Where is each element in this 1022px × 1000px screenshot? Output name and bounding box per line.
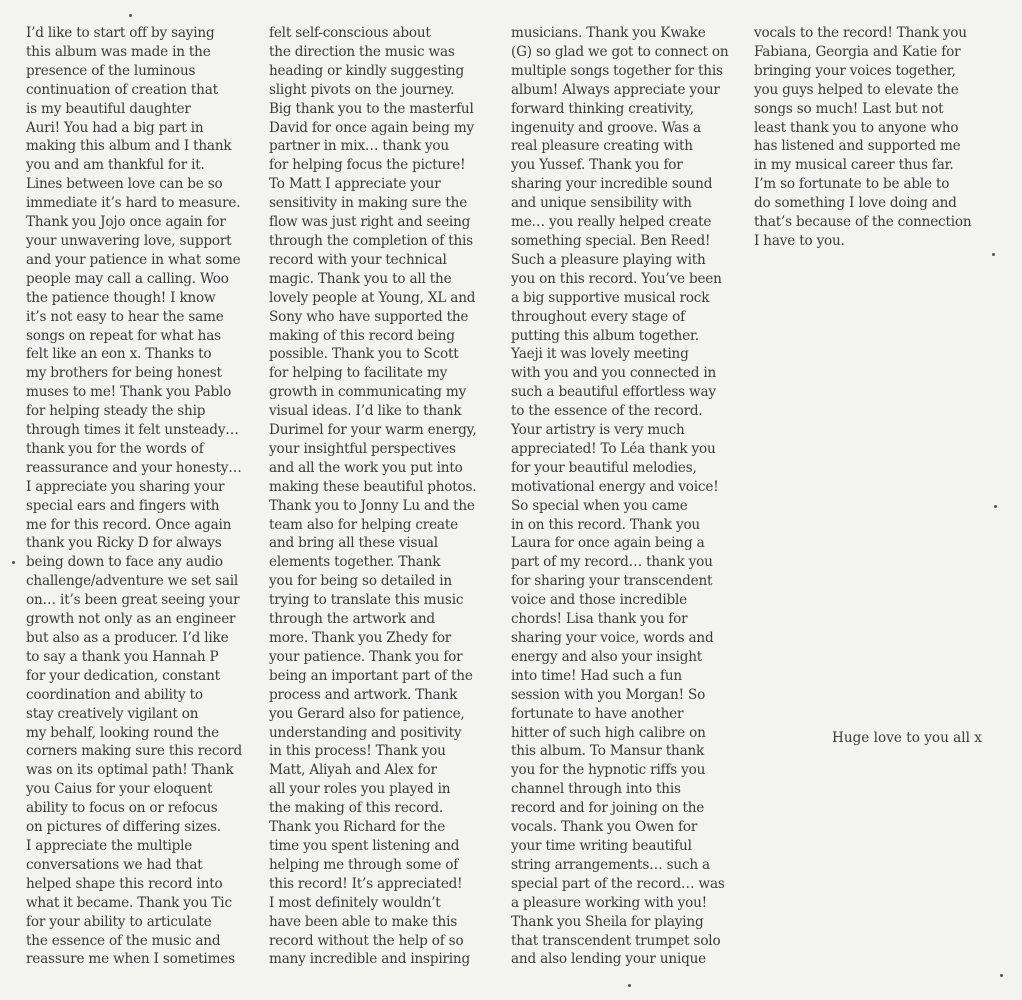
text-line: your unwavering love, support: [26, 232, 232, 249]
text-line: Thank you to Jonny Lu and the: [269, 497, 475, 514]
text-line: Lines between love can be so: [26, 176, 223, 193]
text-line: slight pivots on the journey.: [269, 81, 455, 98]
text-line: flow was just right and seeing: [269, 214, 471, 231]
text-column-4: [754, 24, 971, 251]
text-line: throughout every stage of: [511, 308, 685, 325]
text-line: felt self-conscious about: [269, 25, 431, 41]
text-line: fortunate to have another: [511, 705, 684, 722]
text-line: (G) so glad we got to connect on: [511, 43, 729, 60]
text-line: energy and also your insight: [511, 648, 703, 665]
print-speck: [992, 253, 995, 256]
text-line: making this album and I thank: [26, 138, 232, 155]
text-line: that transcendent trumpet solo: [511, 932, 721, 949]
text-line: songs on repeat for what has: [26, 327, 221, 344]
text-line: appreciated! To Léa thank you: [511, 440, 716, 457]
text-line: part of my record… thank you: [511, 554, 713, 571]
text-line: with you and you connected in: [511, 365, 717, 382]
text-line: what it became. Thank you Tic: [26, 894, 232, 911]
text-line: forward thinking creativity,: [511, 100, 694, 117]
text-line: in this process! Thank you: [269, 743, 446, 760]
text-line: sensitivity in making sure the: [269, 195, 468, 212]
text-line: muses to me! Thank you Pablo: [26, 384, 232, 401]
text-column-1: [26, 24, 242, 969]
text-line: sharing your incredible sound: [511, 176, 713, 193]
text-line: felt like an eon x. Thanks to: [26, 346, 212, 363]
text-line: heading or kindly suggesting: [269, 62, 464, 79]
text-line: do something I love doing and: [754, 195, 957, 212]
text-line: sharing your voice, words and: [511, 630, 714, 646]
text-line: possible. Thank you to Scott: [269, 346, 459, 363]
text-line: Durimel for your warm energy,: [269, 422, 477, 439]
text-line: through the completion of this: [269, 232, 473, 249]
text-line: your insightful perspectives: [269, 440, 456, 457]
text-line: I’m so fortunate to be able to: [754, 176, 950, 193]
text-line: bringing your voices together,: [754, 62, 956, 79]
text-line: more. Thank you Zhedy for: [269, 630, 452, 646]
text-line: for your ability to articulate: [26, 913, 212, 930]
text-line: I appreciate you sharing your: [26, 478, 225, 495]
text-line: in my musical career thus far.: [754, 157, 954, 174]
text-line: for helping focus the picture!: [269, 157, 466, 174]
text-line: has listened and supported me: [754, 138, 961, 155]
text-line: ingenuity and groove. Was a: [511, 119, 701, 136]
text-line: I’d like to start off by saying: [26, 25, 215, 41]
text-column-3: [511, 24, 728, 969]
text-line: string arrangements… such a: [511, 856, 710, 873]
text-line: you for the hypnotic riffs you: [511, 762, 706, 779]
text-line: record without the help of so: [269, 932, 464, 949]
text-line: this album was made in the: [26, 43, 211, 60]
text-line: growth not only as an engineer: [26, 611, 236, 628]
text-line: into time! Had such a fun: [511, 667, 682, 684]
text-line: challenge/adventure we set sail: [26, 573, 239, 590]
text-line: trying to translate this music: [269, 592, 464, 609]
text-line: this album. To Mansur thank: [511, 743, 705, 760]
text-line: reassure me when I sometimes: [26, 951, 235, 968]
text-line: on… it’s been great seeing your: [26, 592, 240, 609]
text-line: special part of the record… was: [511, 875, 725, 892]
text-line: least thank you to anyone who: [754, 119, 959, 136]
text-line: vocals to the record! Thank you: [754, 25, 967, 41]
text-line: time you spent listening and: [269, 837, 460, 854]
print-speck: [994, 505, 997, 508]
text-line: visual ideas. I’d like to thank: [269, 403, 462, 420]
signoff-text: Huge love to you all x: [832, 730, 982, 746]
text-line: channel through into this: [511, 781, 681, 798]
text-line: hitter of such high calibre on: [511, 724, 706, 741]
text-line: Big thank you to the masterful: [269, 100, 474, 117]
text-line: you for being so detailed in: [269, 573, 452, 590]
text-line: you guys helped to elevate the: [754, 81, 959, 98]
text-line: a pleasure working with you!: [511, 894, 707, 911]
text-line: presence of the luminous: [26, 62, 196, 79]
text-line: I most definitely wouldn’t: [269, 894, 441, 911]
text-line: Thank you Jojo once again for: [26, 214, 226, 231]
text-line: me for this record. Once again: [26, 516, 232, 533]
text-line: your patience. Thank you for: [269, 648, 463, 665]
text-line: multiple songs together for this: [511, 62, 723, 79]
text-line: that’s because of the connection: [754, 214, 972, 231]
text-column-2: [269, 24, 476, 969]
text-line: on pictures of differing sizes.: [26, 819, 221, 836]
text-line: Laura for once again being a: [511, 535, 705, 552]
text-line: album! Always appreciate your: [511, 81, 720, 98]
text-line: was on its optimal path! Thank: [26, 762, 234, 779]
text-line: the essence of the music and: [26, 932, 221, 949]
text-line: elements together. Thank: [269, 554, 441, 571]
text-line: stay creatively vigilant on: [26, 705, 199, 722]
text-line: Sony who have supported the: [269, 308, 469, 325]
text-line: songs so much! Last but not: [754, 100, 944, 117]
text-line: understanding and positivity: [269, 724, 462, 741]
text-line: motivational energy and voice!: [511, 478, 719, 495]
text-line: through times it felt unsteady…: [26, 422, 239, 439]
text-line: this record! It’s appreciated!: [269, 875, 463, 892]
text-line: being down to face any audio: [26, 554, 223, 571]
text-line: partner in mix… thank you: [269, 138, 449, 155]
text-line: conversations we had that: [26, 856, 203, 873]
text-line: Your artistry is very much: [511, 422, 685, 439]
text-line: you on this record. You’ve been: [511, 270, 722, 287]
text-line: me… you really helped create: [511, 214, 712, 231]
text-line: you and am thankful for it.: [26, 157, 205, 174]
text-line: Yaeji it was lovely meeting: [511, 346, 689, 363]
text-line: Matt, Aliyah and Alex for: [269, 762, 437, 779]
text-line: for your dedication, constant: [26, 667, 220, 684]
text-line: it’s not easy to hear the same: [26, 308, 224, 325]
text-line: through the artwork and: [269, 611, 435, 628]
text-line: the making of this record.: [269, 800, 444, 817]
text-line: my brothers for being honest: [26, 365, 222, 382]
text-line: ability to focus on or refocus: [26, 800, 218, 817]
text-line: your time writing beautiful: [511, 837, 692, 854]
text-line: record with your technical: [269, 251, 447, 268]
text-line: and all the work you put into: [269, 459, 463, 476]
text-line: is my beautiful daughter: [26, 100, 191, 117]
text-line: all your roles you played in: [269, 781, 451, 798]
text-line: and also lending your unique: [511, 951, 706, 968]
print-speck: [628, 984, 631, 987]
text-line: immediate it’s hard to measure.: [26, 195, 241, 212]
print-speck: [129, 14, 132, 17]
text-line: Thank you Richard for the: [269, 819, 446, 836]
text-line: thank you for the words of: [26, 440, 204, 457]
text-line: such a beautiful effortless way: [511, 384, 716, 401]
text-line: magic. Thank you to all the: [269, 270, 452, 287]
text-line: making of this record being: [269, 327, 455, 344]
text-line: for helping to facilitate my: [269, 365, 448, 382]
text-line: team also for helping create: [269, 516, 458, 533]
print-speck: [12, 561, 15, 564]
text-line: and your patience in what some: [26, 251, 241, 268]
text-line: for your beautiful melodies,: [511, 459, 697, 476]
text-line: continuation of creation that: [26, 81, 218, 98]
text-line: Thank you Sheila for playing: [511, 913, 704, 930]
text-line: lovely people at Young, XL and: [269, 289, 476, 306]
text-line: to the essence of the record.: [511, 403, 703, 420]
text-line: thank you Ricky D for always: [26, 535, 222, 552]
text-line: the patience though! I know: [26, 289, 216, 306]
text-line: Fabiana, Georgia and Katie for: [754, 43, 961, 60]
text-line: special ears and fingers with: [26, 497, 220, 514]
text-line: and bring all these visual: [269, 535, 438, 552]
text-line: you Gerard also for patience,: [269, 705, 465, 722]
text-line: process and artwork. Thank: [269, 686, 458, 703]
text-line: and unique sensibility with: [511, 195, 692, 212]
text-line: Auri! You had a big part in: [26, 119, 204, 136]
text-line: coordination and ability to: [26, 686, 203, 703]
text-line: people may call a calling. Woo: [26, 270, 229, 287]
text-line: to say a thank you Hannah P: [26, 648, 219, 665]
text-line: real pleasure creating with: [511, 138, 693, 155]
text-line: vocals. Thank you Owen for: [511, 819, 698, 836]
text-line: being an important part of the: [269, 667, 473, 684]
text-line: putting this album together.: [511, 327, 699, 344]
text-line: voice and those incredible: [511, 592, 688, 609]
text-line: So special when you came: [511, 497, 688, 514]
text-line: helping me through some of: [269, 856, 459, 873]
print-speck: [1000, 974, 1003, 977]
text-line: many incredible and inspiring: [269, 951, 470, 968]
text-line: record and for joining on the: [511, 800, 705, 817]
text-line: David for once again being my: [269, 119, 474, 136]
text-line: session with you Morgan! So: [511, 686, 706, 703]
text-line: my behalf, looking round the: [26, 724, 219, 741]
text-line: you Yussef. Thank you for: [511, 157, 683, 174]
text-line: musicians. Thank you Kwake: [511, 25, 706, 41]
text-line: chords! Lisa thank you for: [511, 611, 688, 628]
text-line: you Caius for your eloquent: [26, 781, 213, 798]
text-line: for helping steady the ship: [26, 403, 206, 420]
text-line: a big supportive musical rock: [511, 289, 710, 306]
text-line: but also as a producer. I’d like: [26, 630, 229, 646]
text-line: growth in communicating my: [269, 384, 467, 401]
text-line: I have to you.: [754, 232, 845, 249]
text-line: have been able to make this: [269, 913, 457, 930]
text-line: I appreciate the multiple: [26, 837, 193, 854]
text-line: something special. Ben Reed!: [511, 232, 711, 249]
text-line: the direction the music was: [269, 43, 455, 60]
text-line: reassurance and your honesty…: [26, 459, 242, 476]
text-line: Such a pleasure playing with: [511, 251, 706, 268]
text-line: helped shape this record into: [26, 875, 223, 892]
text-line: To Matt I appreciate your: [269, 176, 441, 193]
text-line: in on this record. Thank you: [511, 516, 700, 533]
text-line: making these beautiful photos.: [269, 478, 477, 495]
text-line: for sharing your transcendent: [511, 573, 713, 590]
text-line: corners making sure this record: [26, 743, 243, 760]
